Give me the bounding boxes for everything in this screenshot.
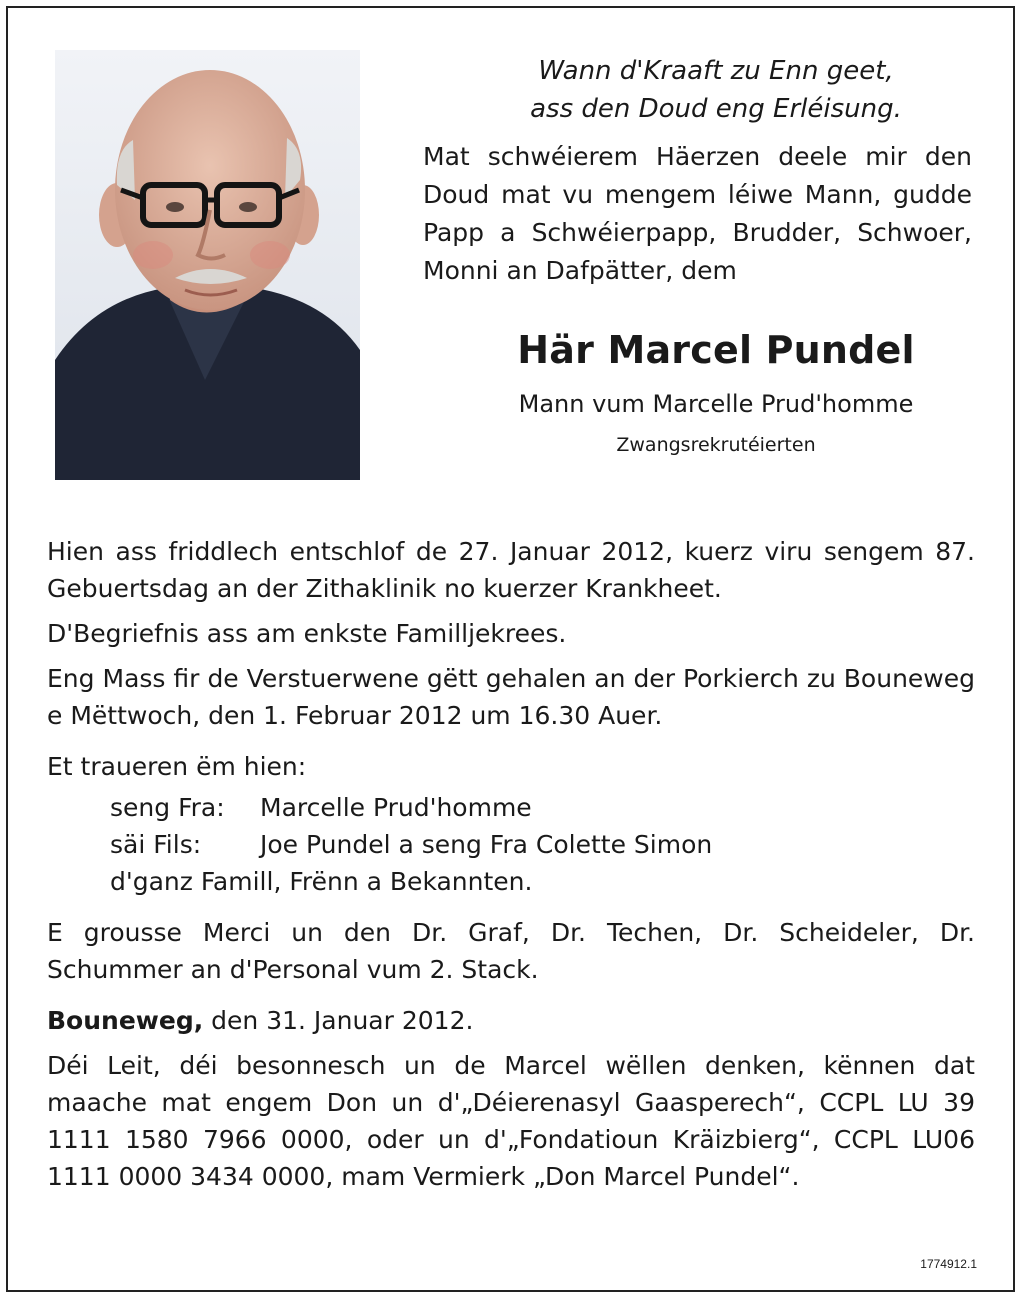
motto-line-2: ass den Doud eng Erléisung. <box>530 94 902 124</box>
mourner-row <box>110 826 975 863</box>
thanks-text: E grousse Merci un den Dr. Graf, Dr. Techen, Dr. Scheideler, Dr. Schummer an d'Personal vum 2. Stack. <box>47 918 975 984</box>
deceased-subtitle: Zwangsrekrutéierten <box>616 434 816 456</box>
burial-notice: D'Begriefnis ass am enkste Familljekrees. <box>47 619 567 648</box>
mourner-value: Marcelle Prud'homme <box>260 793 532 822</box>
mourning-intro: Et traueren ëm hien: <box>47 752 307 781</box>
mourners-extra: d'ganz Famill, Frënn a Bekannten. <box>110 867 533 896</box>
place-name: Bouneweg, <box>47 1006 204 1035</box>
portrait-illustration <box>55 50 360 480</box>
mourner-value: Joe Pundel a seng Fra Colette Simon <box>260 830 713 859</box>
header-column <box>420 52 972 456</box>
spouse-line: Mann vum Marcelle Prud'homme <box>518 390 914 418</box>
motto <box>420 52 972 128</box>
mass-notice: Eng Mass fir de Verstuerwene gëtt gehalen an der Porkierch zu Bouneweg e Mëttwoch, den 1. Februar 2012 um 16.30 Auer. <box>47 664 975 730</box>
reference-number: 1774912.1 <box>920 1257 977 1271</box>
mourner-row <box>110 789 975 826</box>
portrait-photo <box>55 50 360 480</box>
motto-line-1: Wann d'Kraaft zu Enn geet, <box>538 56 894 86</box>
place-date <box>47 1002 975 1039</box>
mourner-label: säi Fils: <box>110 830 202 859</box>
deceased-name: Här Marcel Pundel <box>517 328 915 372</box>
donation-text: Déi Leit, déi besonnesch un de Marcel wëllen denken, kënnen dat maache mat engem Don un d'„Déierenasyl Gaasperech“, CCPL LU 39 1111 1580 7966 0000, oder un d'„Fondatioun Kräizbierg“, CCPL LU06 1111 0000 3434 0000, mam Vermierk „Don Marcel Pundel“. <box>47 1051 975 1191</box>
mourners-list <box>47 789 975 900</box>
notice-body <box>47 533 975 1195</box>
intro-text: Mat schwéierem Häerzen deele mir den Doud mat vu mengem léiwe Mann, gudde Papp a Schwéierpapp, Brudder, Schwoer, Monni an Dafpätter, dem <box>423 142 972 285</box>
death-notice: Hien ass friddlech entschlof de 27. Januar 2012, kuerz viru sengem 87. Gebuertsdag an der Zithaklinik no kuerzer Krankheet. <box>47 537 975 603</box>
notice-date: den 31. Januar 2012. <box>203 1006 474 1035</box>
mourner-label: seng Fra: <box>110 793 225 822</box>
